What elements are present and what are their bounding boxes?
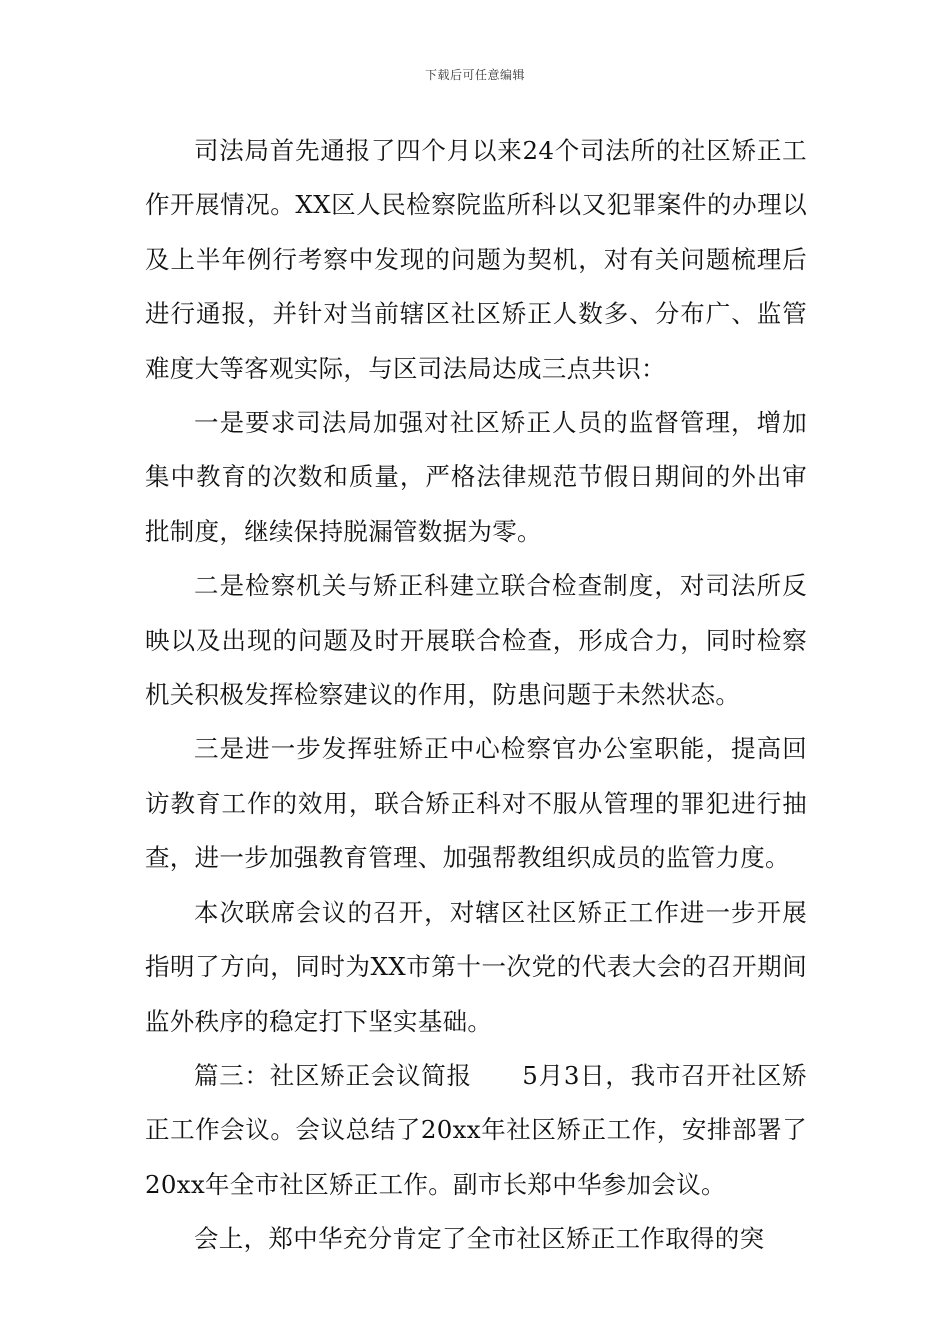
page-header: 下载后可任意编辑: [424, 68, 525, 82]
paragraph-1: 司法局首先通报了四个月以来24个司法所的社区矫正工作开展情况。XX区人民检察院监所科以又犯罪案件的办理以及上半年例行考察中发现的问题为契机，对有关问题梳理后进行通报，并针对当前辖区社区矫正人数多、分布广、监管难度大等客观实际，与区司法局达成三点共识：: [145, 136, 807, 383]
document-body: [145, 124, 807, 1267]
paragraph-7: 会上，郑中华充分肯定了全市社区矫正工作取得的突: [194, 1224, 765, 1254]
paragraph-4: 三是进一步发挥驻矫正中心检察官办公室职能，提高回访教育工作的效用，联合矫正科对不服从管理的罪犯进行抽查，进一步加强教育管理、加强帮教组织成员的监管力度。: [145, 734, 807, 873]
paragraph-3: 二是检察机关与矫正科建立联合检查制度，对司法所反映以及出现的问题及时开展联合检查，形成合力，同时检察机关积极发挥检察建议的作用，防患问题于未然状态。: [145, 571, 807, 710]
paragraph-5: 本次联席会议的召开，对辖区社区矫正工作进一步开展指明了方向，同时为XX市第十一次党的代表大会的召开期间监外秩序的稳定打下坚实基础。: [145, 897, 807, 1036]
paragraph-2: 一是要求司法局加强对社区矫正人员的监督管理，增加集中教育的次数和质量，严格法律规范节假日期间的外出审批制度，继续保持脱漏管数据为零。: [145, 408, 807, 546]
paragraph-6: 篇三：社区矫正会议简报 5月3日，我市召开社区矫正工作会议。会议总结了20xx年社区矫正工作，安排部署了20xx年全市社区矫正工作。副市长郑中华参加会议。: [145, 1060, 807, 1199]
